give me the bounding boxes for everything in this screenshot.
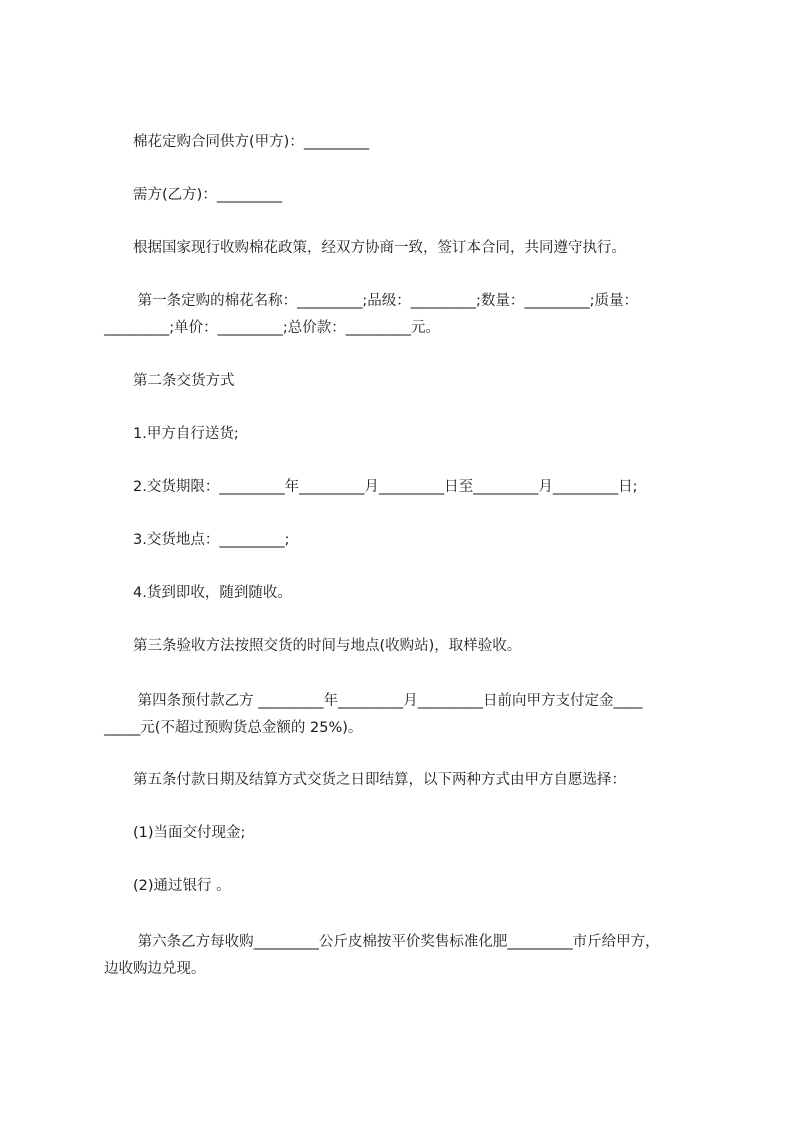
article-5-paragraph: 第五条付款日期及结算方式交货之日即结算，以下两种方式由甲方自愿选择： <box>104 772 626 788</box>
party-a-line: 棉花定购合同供方(甲方)：_________ <box>104 134 370 150</box>
article-6-line-2: 边收购边兑现。 <box>104 961 206 977</box>
article-4-line-2: _____元(不超过预购货总金额的 25%)。 <box>104 720 363 736</box>
article-1-line-2: _________;单价：_________;总价款：_________元。 <box>104 320 441 336</box>
party-b-line: 需方(乙方)：_________ <box>104 187 283 203</box>
article-2-item-2: 2.交货期限：_________年_________月_________日至_________月_________日; <box>104 479 638 495</box>
article-5-option-1: (1)当面交付现金; <box>104 825 246 841</box>
article-2-heading: 第二条交货方式 <box>104 373 235 389</box>
article-5-option-2: (2)通过银行 。 <box>104 878 231 894</box>
article-1-line-1: 第一条定购的棉花名称：_________;品级：_________;数量：_________;质量： <box>104 293 639 309</box>
article-3-paragraph: 第三条验收方法按照交货的时间与地点(收购站)，取样验收。 <box>104 638 522 654</box>
article-2-item-4: 4.货到即收，随到随收。 <box>104 585 292 601</box>
article-6-line-1: 第六条乙方每收购_________公斤皮棉按平价奖售标准化肥_________市斤给甲方， <box>104 934 660 950</box>
article-2-item-3: 3.交货地点：_________; <box>104 532 290 548</box>
article-4-line-1: 第四条预付款乙方 _________年_________月_________日前向甲方支付定金____ <box>104 693 643 709</box>
article-2-item-1: 1.甲方自行送货; <box>104 426 239 442</box>
preamble-paragraph: 根据国家现行收购棉花政策，经双方协商一致，签订本合同，共同遵守执行。 <box>104 240 626 256</box>
